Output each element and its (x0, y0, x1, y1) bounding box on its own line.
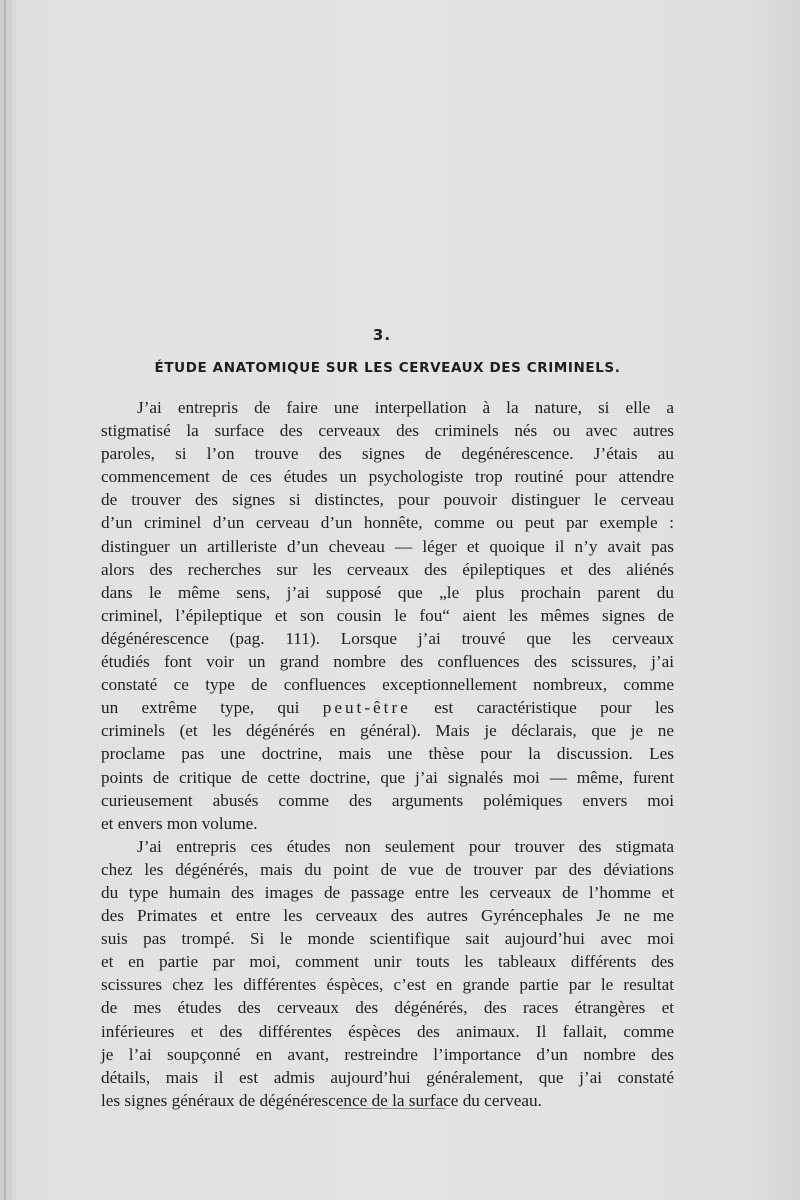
emphasized-word: peut-être (322, 698, 411, 718)
text-line: de mes études des cerveaux des dégénérés, des races étrangères et (101, 998, 674, 1018)
section-end-rule (339, 1108, 445, 1109)
text-line: alors des recherches sur les cerveaux des épileptiques et des aliénés (101, 559, 674, 579)
text-line: étudiés font voir un grand nombre des confluences des scissures, j’ai (101, 652, 674, 672)
text-line: stigmatisé la surface des cerveaux des criminels nés ou avec autres (101, 421, 674, 441)
text-line: inférieures et des différentes éspèces des animaux. Il fallait, comme (101, 1021, 674, 1041)
text-line (101, 696, 674, 719)
page-binding-shadow (10, 0, 11, 1200)
text-line: et envers mon volume. (101, 813, 258, 833)
text-line: d’un criminel d’un cerveau d’un honnête, comme ou peut par exemple : (101, 513, 674, 533)
paragraph-1 (101, 396, 674, 835)
text-line: J’ai entrepris de faire une interpellation à la nature, si elle a (137, 398, 674, 417)
text-line: suis pas trompé. Si le monde scientifique sait aujourd’hui avec moi (101, 929, 674, 949)
text-line: chez les dégénérés, mais du point de vue de trouver par des déviations (101, 859, 674, 879)
page-binding-edge (4, 0, 6, 1200)
text-segment: est caractéristique pour les (434, 698, 675, 718)
text-line: du type humain des images de passage entre les cerveaux de l’homme et (101, 882, 674, 902)
text-line: constaté ce type de confluences exceptionnellement nombreux, comme (101, 675, 674, 695)
text-line: dans le même sens, j’ai supposé que „le plus prochain parent du (101, 582, 674, 602)
text-line: de trouver des signes si distinctes, pour pouvoir distinguer le cerveau (101, 490, 674, 510)
text-line: proclame pas une doctrine, mais une thèse pour la discussion. Les (101, 744, 674, 764)
text-line: curieusement abusés comme des arguments polémiques envers moi (101, 790, 674, 810)
text-line: dégénérescence (pag. 111). Lorsque j’ai trouvé que les cerveaux (101, 628, 674, 648)
text-line: points de critique de cette doctrine, que j’ai signalés moi — même, furent (101, 767, 674, 787)
body-text (101, 396, 674, 1112)
text-line: paroles, si l’on trouve des signes de degénérescence. J’étais au (101, 444, 674, 464)
text-line: des Primates et entre les cerveaux des autres Gyréncephales Je ne me (101, 906, 674, 926)
text-line: les signes généraux de dégénérescence de la surface du cerveau. (101, 1090, 542, 1110)
text-line: J’ai entrepris ces études non seulement pour trouver des stigmata (137, 836, 674, 856)
text-line: scissures chez les différentes éspèces, c’est en grande partie par le resultat (101, 975, 674, 995)
text-line: criminels (et les dégénérés en général). Mais je déclarais, que je ne (101, 721, 674, 741)
text-line: commencement de ces études un psychologiste trop routiné pour attendre (101, 467, 674, 487)
chapter-title: ÉTUDE ANATOMIQUE SUR LES CERVEAUX DES CRIMINELS. (154, 360, 621, 376)
text-segment: un extrême type, qui (101, 698, 300, 718)
paragraph-2 (101, 835, 674, 1112)
chapter-number: 3. (372, 326, 392, 344)
text-line: et en partie par moi, comment unir touts les tableaux différents des (101, 952, 674, 972)
text-line: je l’ai soupçonné en avant, restreindre l’importance d’un nombre des (101, 1044, 674, 1064)
text-line: distinguer un artilleriste d’un cheveau — léger et quoique il n’y avait pas (101, 536, 674, 556)
text-line: détails, mais il est admis aujourd’hui généralement, que j’ai constaté (101, 1067, 674, 1087)
text-line: criminel, l’épileptique et son cousin le fou“ aient les mêmes signes de (101, 605, 674, 625)
